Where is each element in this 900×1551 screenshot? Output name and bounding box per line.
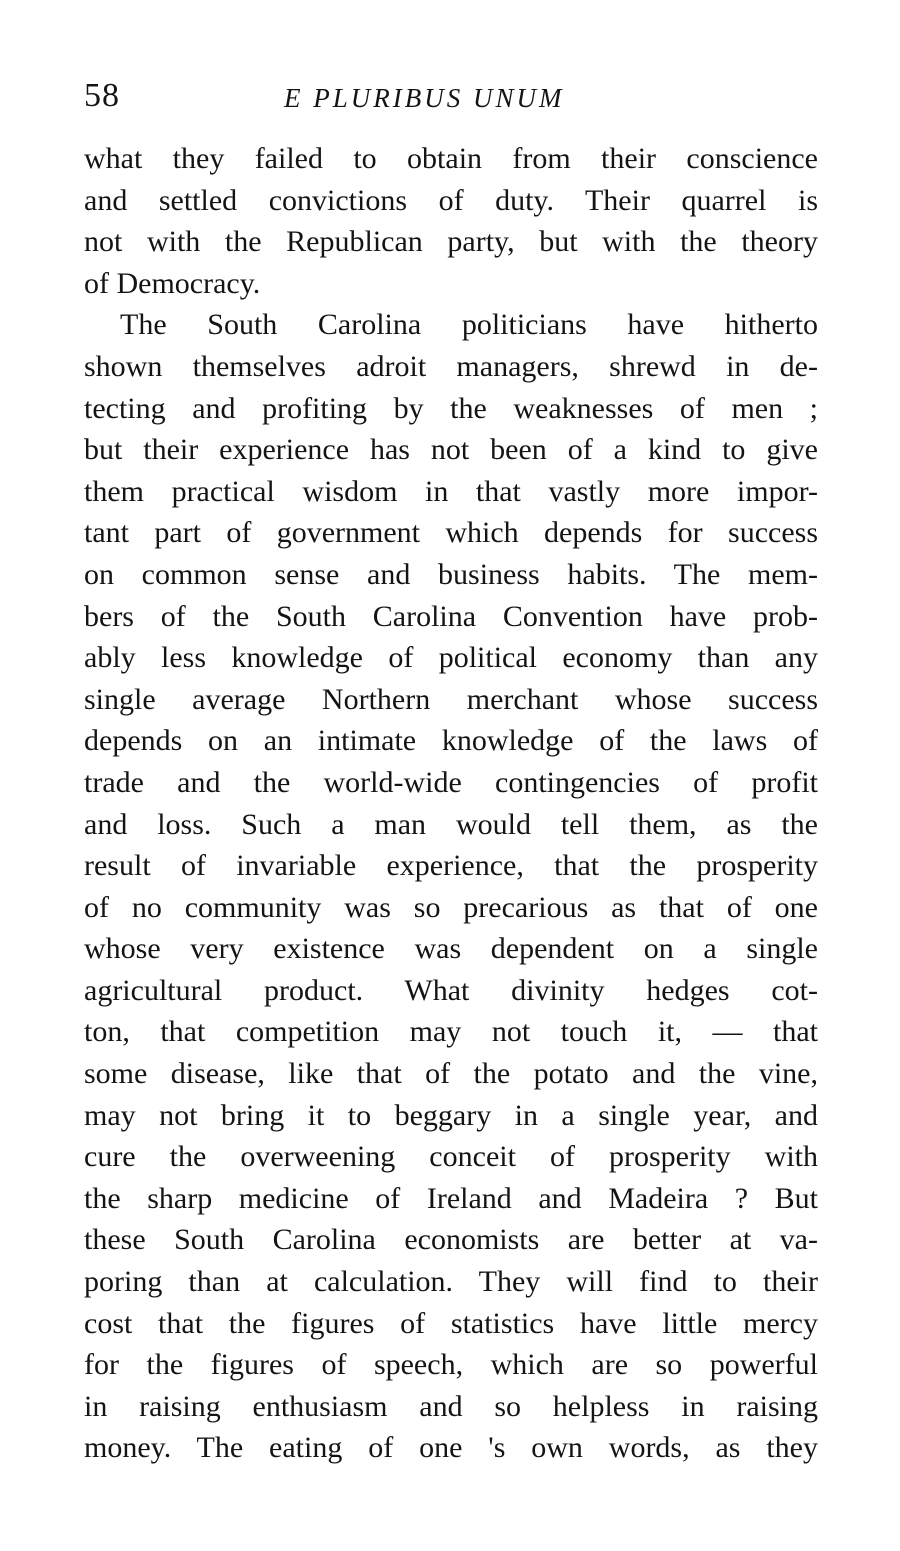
text-line: and loss. Such a man would tell them, as the [84,807,818,841]
text-line: some disease, like that of the potato and the vine, [84,1057,818,1091]
text-line: ably less knowledge of political economy than any [84,641,818,675]
running-head [84,74,814,118]
text-line: agricultural product. What divinity hedges cot- [84,973,818,1007]
text-line: in raising enthusiasm and so helpless in raising [84,1389,818,1423]
paragraph-first-line: The South Carolina politicians have hitherto [120,308,818,342]
text-line: whose very existence was dependent on a single [84,932,818,966]
text-line: not with the Republican party, but with the theory [84,225,818,259]
text-line: result of invariable experience, that the prosperity [84,849,818,883]
text-line: ton, that competition may not touch it, — that [84,1015,818,1049]
text-line: of no community was so precarious as that of one [84,890,818,924]
text-line: what they failed to obtain from their conscience [84,142,818,175]
text-line: cost that the figures of statistics have little mercy [84,1306,818,1340]
text-line: on common sense and business habits. The mem- [84,557,818,591]
text-line: bers of the South Carolina Convention have prob- [84,599,818,633]
text-line: trade and the world-wide contingencies of profit [84,765,818,799]
text-line: single average Northern merchant whose success [84,682,818,716]
text-line: may not bring it to beggary in a single year, and [84,1098,818,1132]
text-line: shown themselves adroit managers, shrewd in de- [84,349,818,383]
text-line: them practical wisdom in that vastly more impor- [84,474,818,508]
text-line: tecting and profiting by the weaknesses of men ; [84,391,818,425]
text-line: these South Carolina economists are better at va- [84,1223,818,1257]
text-line: tant part of government which depends for success [84,516,818,550]
text-line: and settled convictions of duty. Their quarrel is [84,183,818,217]
page-number: 58 [84,77,120,114]
text-line: cure the overweening conceit of prosperity with [84,1140,818,1174]
body-text [84,138,818,1469]
text-line: for the figures of speech, which are so powerful [84,1348,818,1382]
text-line: but their experience has not been of a kind to give [84,433,818,467]
text-line: poring than at calculation. They will find to their [84,1265,818,1299]
text-line: depends on an intimate knowledge of the laws of [84,724,818,758]
text-line: money. The eating of one 's own words, as they [84,1431,818,1465]
text-line: of Democracy. [84,266,261,300]
text-line: the sharp medicine of Ireland and Madeira ? But [84,1181,818,1215]
running-title: E PLURIBUS UNUM [284,83,565,113]
